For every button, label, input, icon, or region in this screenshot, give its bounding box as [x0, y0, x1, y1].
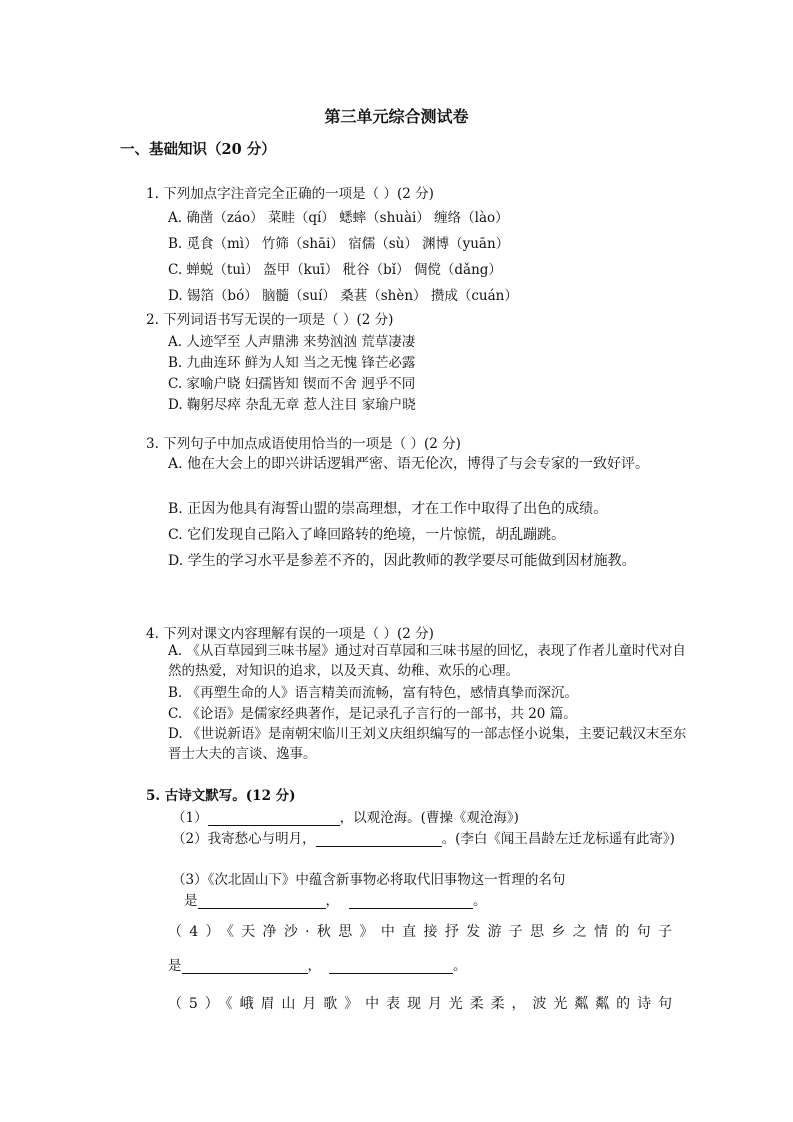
question-1-option-d: D. 锡箔（bó） 脑髓（suí） 桑葚（shèn） 攒成（cuán） — [168, 288, 518, 304]
question-4-option-b: B. 《再塑生命的人》语言精美而流畅，富有特色，感情真挚而深沉。 — [168, 685, 579, 701]
question-1-option-c: C. 蝉蜕（tuì） 盔甲（kuī） 秕谷（bǐ） 倜傥（dǎng） — [168, 262, 502, 278]
recite-3-prefix: 是 — [184, 893, 198, 909]
question-4-stem: 4. 下列对课文内容理解有误的一项是（ ）(2 分) — [146, 626, 434, 642]
question-5-stem: 5. 古诗文默写。(12 分) — [146, 788, 296, 804]
recite-item-3-line1: （3）《次北固山下》中蕴含新事物必将取代旧事物这一哲理的名句 — [172, 872, 566, 888]
question-4-option-a: A. 《从百草园到三味书屋》通过对百草园和三味书屋的回忆，表现了作者儿童时代对自然的热爱，对知识的追求，以及天真、幼稚、欢乐的心理。 — [168, 643, 686, 679]
recite-3-sep: ， — [325, 893, 339, 909]
recite-item-4-line1: （4）《天净沙·秋思》中直接抒发游子思乡之情的句子 — [168, 924, 676, 940]
recite-4-prefix: 是 — [168, 958, 182, 974]
question-2-option-b: B. 九曲连环 鲜为人知 当之无愧 锋芒必露 — [168, 355, 416, 371]
question-4-option-d: D. 《世说新语》是南朝宋临川王刘义庆组织编写的一部志怪小说集，主要记载汉末至东晋士大夫的言谈、逸事。 — [168, 726, 687, 762]
recite-item-4-answers — [168, 954, 467, 974]
answer-blank-3b[interactable] — [349, 894, 473, 909]
recite-item-5-line1: （5）《峨眉山月歌》中表现月光柔柔，波光粼粼的诗句 — [168, 996, 676, 1012]
recite-item-1 — [172, 806, 519, 826]
answer-blank-4a[interactable] — [182, 959, 308, 974]
question-2-stem: 2. 下列词语书写无误的一项是（ ）(2 分) — [146, 312, 394, 328]
page-title: 第三单元综合测试卷 — [324, 107, 469, 126]
recite-2-suffix: 。(李白《闻王昌龄左迁龙标遥有此寄》) — [441, 831, 675, 847]
recite-1-suffix: ，以观沧海。(曹操《观沧海》) — [339, 810, 519, 826]
question-3-stem: 3. 下列句子中加点成语使用恰当的一项是（ ）(2 分) — [146, 436, 461, 452]
section-heading: 一、基础知识（20 分） — [120, 141, 276, 158]
question-4-option-c: C. 《论语》是儒家经典著作，是记录孔子言行的一部书，共 20 篇。 — [168, 706, 577, 722]
answer-blank-1[interactable] — [208, 811, 340, 826]
recite-4-sep: ， — [307, 958, 321, 974]
question-2-option-d: D. 鞠躬尽瘁 杂乱无章 惹人注目 家瑜户晓 — [168, 397, 416, 413]
question-1-option-b: B. 觅食（mì） 竹筛（shāi） 宿儒（sù） 渊博（yuān） — [168, 236, 510, 252]
question-2-option-a: A. 人迹罕至 人声鼎沸 来势汹汹 荒草凄凄 — [168, 334, 416, 350]
answer-blank-4b[interactable] — [329, 959, 453, 974]
question-3-option-a: A. 他在大会上的即兴讲话逻辑严密、语无伦次，博得了与会专家的一致好评。 — [168, 456, 650, 472]
answer-blank-3a[interactable] — [198, 894, 326, 909]
question-3-option-d: D. 学生的学习水平是参差不齐的，因此教师的教学要尽可能做到因材施教。 — [168, 553, 636, 569]
recite-item-3-answers — [184, 889, 487, 909]
question-1-option-a: A. 确凿（záo） 菜畦（qí） 蟋蟀（shuài） 缠络（lào） — [168, 210, 509, 226]
question-3-option-c: C. 它们发现自己陷入了峰回路转的绝境，一片惊慌，胡乱蹦跳。 — [168, 527, 566, 543]
recite-item-2 — [172, 827, 675, 847]
question-1-stem: 1. 下列加点字注音完全正确的一项是（ ）(2 分) — [146, 186, 434, 202]
answer-blank-2[interactable] — [316, 832, 442, 847]
recite-1-prefix: （1） — [172, 810, 208, 826]
recite-4-suffix: 。 — [453, 958, 467, 974]
recite-2-prefix: （2）我寄愁心与明月， — [172, 831, 316, 847]
recite-3-suffix: 。 — [473, 893, 487, 909]
question-3-option-b: B. 正因为他具有海誓山盟的崇高理想，才在工作中取得了出色的成绩。 — [168, 501, 608, 517]
question-2-option-c: C. 家喻户晓 妇孺皆知 锲而不舍 迥乎不同 — [168, 376, 416, 392]
